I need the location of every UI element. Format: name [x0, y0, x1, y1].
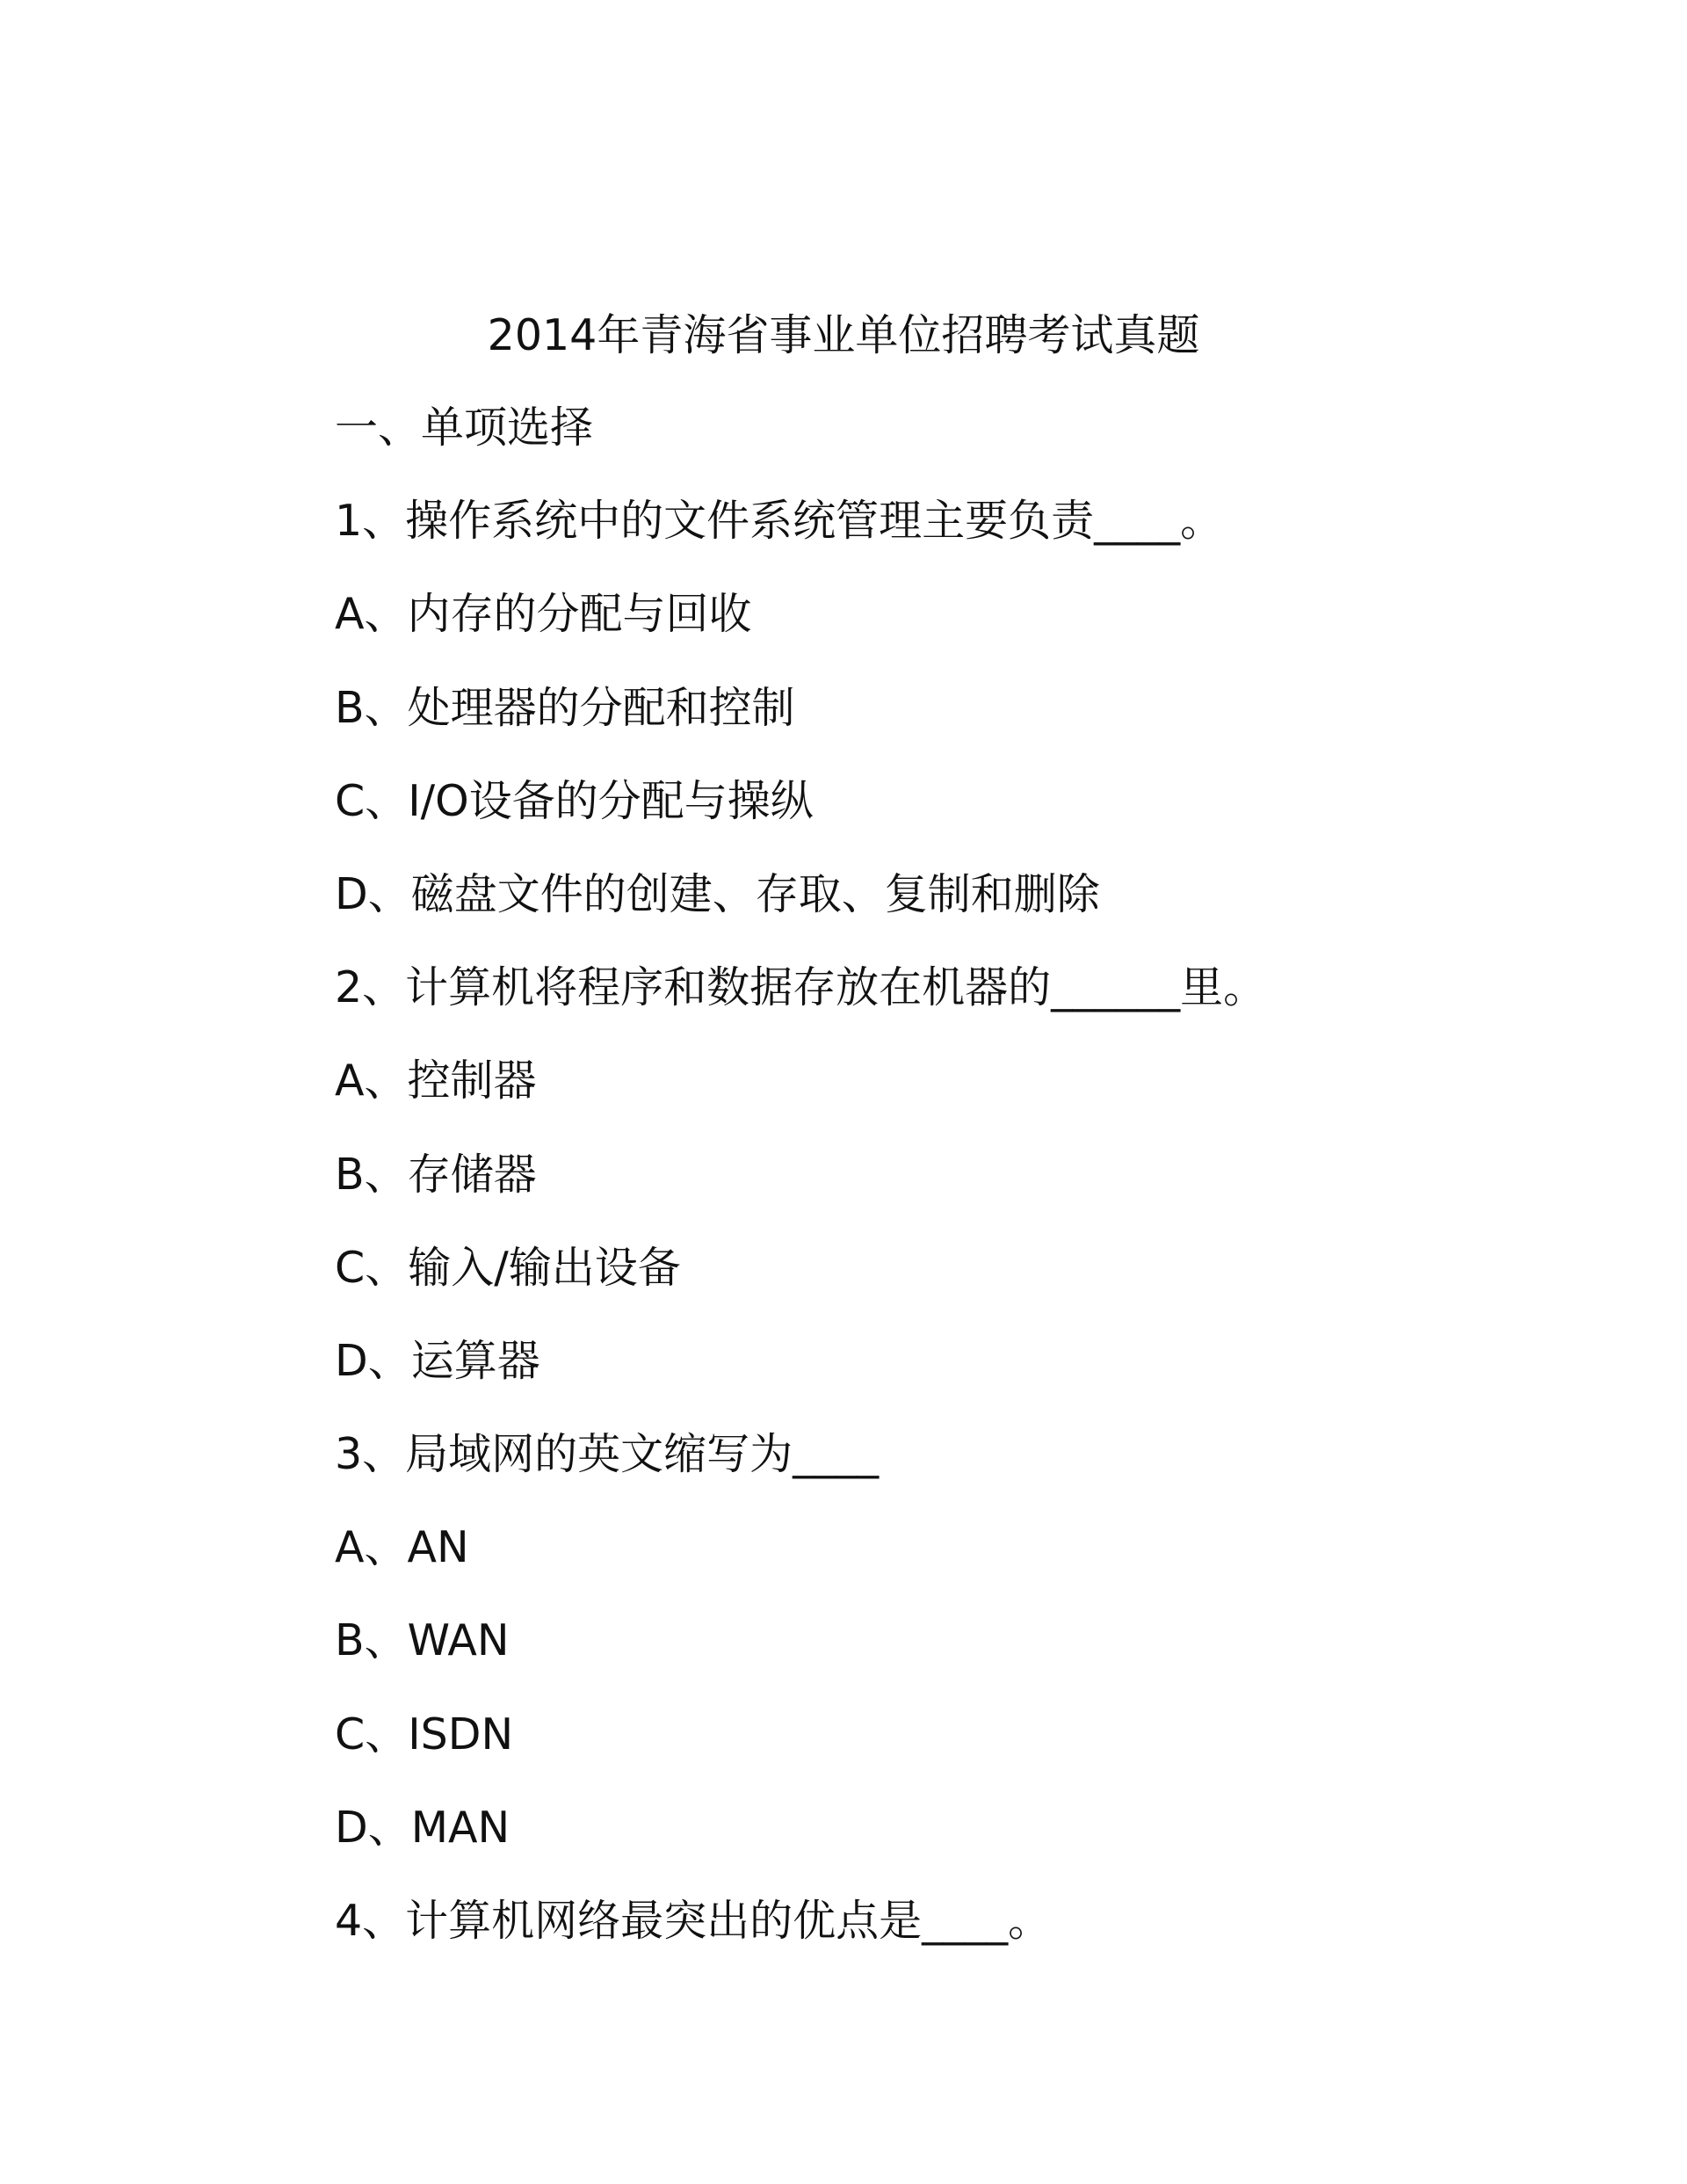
option-2b: B、存储器 — [335, 1149, 537, 1200]
question-3: 3、局域网的英文缩写为____ — [335, 1429, 880, 1480]
document-title: 2014年青海省事业单位招聘考试真题 — [487, 310, 1200, 360]
option-3d: D、MAN — [335, 1802, 510, 1853]
option-3a: A、AN — [335, 1522, 469, 1573]
option-1a: A、内存的分配与回收 — [335, 589, 752, 640]
option-2d: D、运算器 — [335, 1335, 540, 1386]
question-2: 2、计算机将程序和数据存放在机器的______里。 — [335, 962, 1267, 1013]
option-1b: B、处理器的分配和控制 — [335, 682, 795, 733]
option-2a: A、控制器 — [335, 1056, 537, 1107]
option-2c: C、输入/输出设备 — [335, 1242, 681, 1293]
option-3b: B、WAN — [335, 1615, 510, 1666]
document-body — [335, 400, 1618, 1986]
question-4: 4、计算机网络最突出的优点是____。 — [335, 1896, 1052, 1946]
option-1c: C、I/O设备的分配与操纵 — [335, 775, 814, 826]
option-1d: D、磁盘文件的创建、存取、复制和删除 — [335, 868, 1100, 919]
section-heading: 一、单项选择 — [335, 403, 594, 453]
question-1: 1、操作系统中的文件系统管理主要负责____。 — [335, 496, 1224, 547]
option-3c: C、ISDN — [335, 1709, 514, 1760]
